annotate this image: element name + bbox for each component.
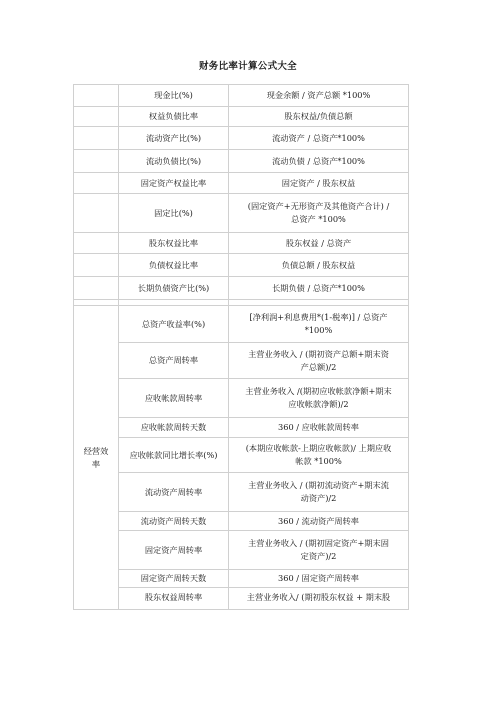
ratio-formula: 主营业务收入/ (期初股东权益 + 期末股: [229, 588, 409, 610]
ratio-name: 固定资产权益比率: [119, 173, 229, 194]
ratio-formula: 流动资产 / 总资产*100%: [229, 127, 409, 150]
table-row: [74, 107, 409, 127]
formula-line: 定资产)/2: [300, 551, 337, 561]
section-cell-empty: [74, 150, 119, 173]
ratio-formula: [229, 379, 409, 418]
formula-line: (固定资产+无形资产及其他资产合计) /: [247, 201, 390, 211]
table-row: [74, 194, 409, 233]
table-row: [74, 343, 409, 379]
formula-line: 帐款 *100%: [295, 456, 342, 466]
section-cell-empty: [74, 194, 119, 233]
ratio-name: 负债权益比率: [119, 254, 229, 277]
section-cell-empty: [74, 277, 119, 300]
ratio-name: 权益负债比率: [119, 107, 229, 127]
section-cell-empty: [74, 173, 119, 194]
ratio-name: 流动资产比(%): [119, 127, 229, 150]
formula-line: [净利润+利息费用*(1-税率)] / 总资产: [249, 312, 388, 322]
formula-line: (本期应收帐款-上期应收帐款)/ 上期应收: [245, 443, 392, 453]
table-row: [74, 570, 409, 588]
section-cell-empty: [74, 107, 119, 127]
ratio-table: [73, 84, 409, 610]
ratio-name: 应收帐款周转天数: [119, 418, 229, 438]
ratio-name: 固定资产周转率: [119, 531, 229, 570]
ratio-formula: [229, 194, 409, 233]
formula-line: 主营业务收入 / (期初固定资产+期末固: [248, 538, 389, 548]
table-row: [74, 85, 409, 107]
ratio-name: 流动资产周转率: [119, 473, 229, 512]
formula-line: 主营业务收入 / (期初资产总额+期末资: [248, 348, 389, 359]
table-row: [74, 473, 409, 512]
ratio-formula: 固定资产 / 股东权益: [229, 173, 409, 194]
ratio-formula: 360 / 应收帐款周转率: [229, 418, 409, 438]
ratio-formula: 股东权益 / 总资产: [229, 233, 409, 254]
formula-line: 主营业务收入 / (期初流动资产+期末流: [248, 480, 389, 490]
ratio-name: 固定比(%): [119, 194, 229, 233]
table-row: [74, 127, 409, 150]
ratio-name: 应收帐款周转率: [119, 379, 229, 418]
ratio-formula: [229, 531, 409, 570]
section-cell-empty: [74, 254, 119, 277]
ratio-formula: [229, 438, 409, 473]
section-cell-empty: [74, 85, 119, 107]
formula-line: 应收帐款净额)/2: [288, 399, 349, 409]
table-row: [74, 512, 409, 531]
ratio-name: 总资产收益率(%): [119, 306, 229, 343]
ratio-formula: [229, 306, 409, 343]
section-cell-empty: [74, 127, 119, 150]
formula-line: 主营业务收入 /(期初应收帐款净额+期末: [245, 386, 392, 396]
ratio-formula: 股东权益/负债总额: [229, 107, 409, 127]
ratio-formula: 长期负债 / 总资产*100%: [229, 277, 409, 300]
ratio-formula: 流动负债 / 总资产*100%: [229, 150, 409, 173]
ratio-name: 股东权益比率: [119, 233, 229, 254]
formula-line: *100%: [304, 325, 333, 335]
ratio-formula: 负债总额 / 股东权益: [229, 254, 409, 277]
table-row: [74, 531, 409, 570]
ratio-formula: [229, 473, 409, 512]
table-row: [74, 438, 409, 473]
ratio-name: 流动负债比(%): [119, 150, 229, 173]
document-title: 财务比率计算公式大全: [198, 61, 297, 72]
ratio-name: 固定资产周转天数: [119, 570, 229, 588]
section-label-line: 经营效: [83, 445, 109, 456]
ratio-name: 总资产周转率: [119, 343, 229, 379]
table-row: [74, 173, 409, 194]
table-row: [74, 306, 409, 343]
table-row: [74, 150, 409, 173]
ratio-formula: 360 / 流动资产周转率: [229, 512, 409, 531]
ratio-name: 流动资产周转天数: [119, 512, 229, 531]
section-cell-empty: [74, 233, 119, 254]
formula-line: 动资产)/2: [300, 493, 337, 503]
ratio-formula: [229, 343, 409, 379]
ratio-name: 现金比(%): [119, 85, 229, 107]
ratio-name: 股东权益周转率: [119, 588, 229, 610]
ratio-name: 长期负债资产比(%): [119, 277, 229, 300]
table-row: [74, 588, 409, 610]
ratio-formula: 现金余额 / 资产总额 *100%: [229, 85, 409, 107]
ratio-formula: 360 / 固定资产周转率: [229, 570, 409, 588]
formula-line: 产总额)/2: [300, 361, 337, 372]
formula-line: 总资产 *100%: [291, 214, 346, 224]
section-label-line: 率: [91, 458, 101, 469]
table-row: [74, 277, 409, 300]
table-row: [74, 233, 409, 254]
table-row: [74, 418, 409, 438]
table-row: [74, 379, 409, 418]
ratio-name: 应收帐款同比增长率(%): [119, 438, 229, 473]
section-label: [74, 306, 119, 610]
table-row: [74, 254, 409, 277]
